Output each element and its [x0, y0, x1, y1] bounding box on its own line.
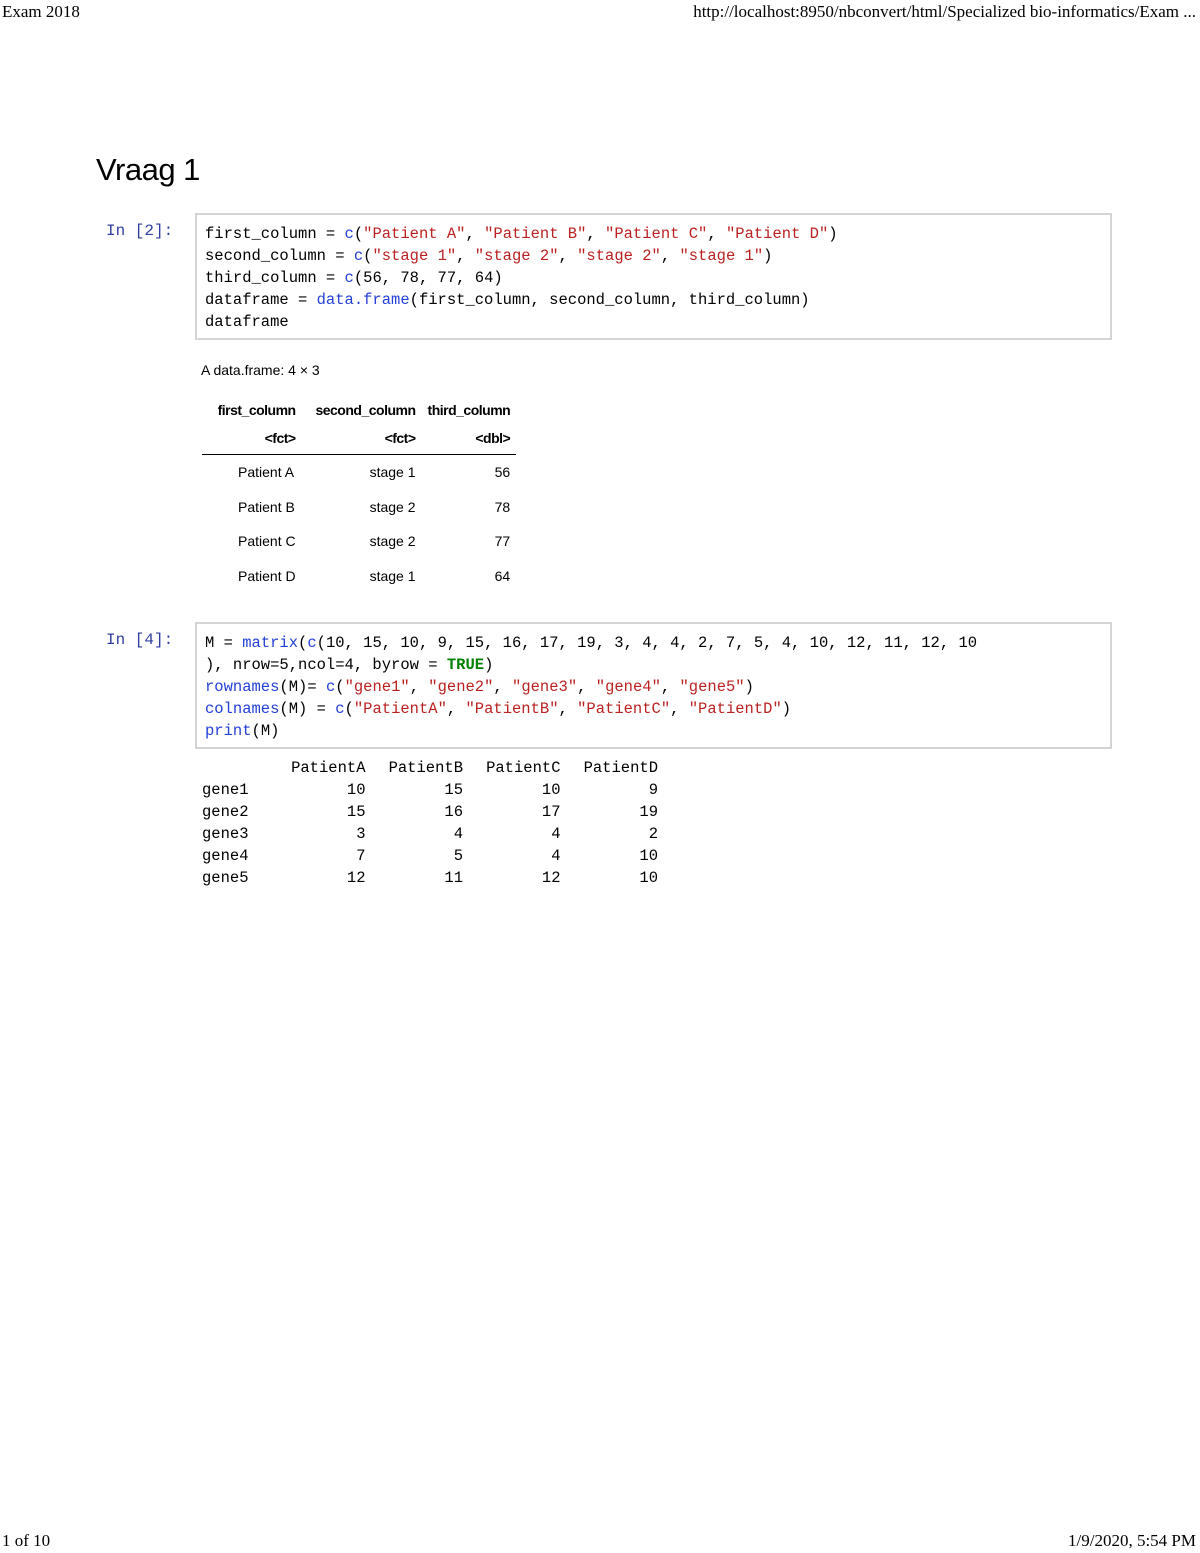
cell-prompt: In [2]:	[106, 222, 174, 240]
matrix-cell: 4	[551, 847, 561, 865]
code-token: "gene1"	[344, 678, 410, 696]
matrix-row	[202, 823, 658, 845]
code-token: "stage 1"	[372, 247, 457, 265]
code-token: print	[205, 722, 252, 740]
code-token: third_column =	[205, 269, 345, 287]
code-token: ), nrow=5,ncol=4, byrow =	[205, 656, 447, 674]
matrix-row-name: gene2	[202, 803, 249, 821]
table-cell: 77	[494, 533, 511, 550]
matrix-row	[202, 779, 658, 801]
code-token: "Patient A"	[363, 225, 466, 243]
code-token: (	[335, 678, 345, 696]
matrix-cell: 4	[551, 825, 561, 843]
matrix-cell: 15	[346, 803, 366, 821]
code-line	[205, 245, 1102, 267]
matrix-cell: 2	[648, 825, 658, 843]
code-cell-2	[106, 622, 1112, 749]
matrix-cell: 5	[453, 847, 463, 865]
print-header-title: Exam 2018	[2, 2, 80, 21]
code-token: (	[353, 225, 364, 243]
code-token: "stage 1"	[679, 247, 764, 265]
code-token: c	[335, 700, 345, 718]
code-token: (	[363, 247, 373, 265]
dataframe-table	[202, 398, 516, 593]
code-line	[205, 223, 1102, 245]
code-token: "stage 2"	[474, 247, 559, 265]
code-token: )	[763, 247, 773, 265]
code-token: (	[298, 634, 308, 652]
print-header-url: http://localhost:8950/nbconvert/html/Specialized bio-informatics/Exam ...	[693, 2, 1196, 21]
matrix-cell: 10	[346, 781, 366, 799]
matrix-cell: 11	[444, 869, 463, 887]
matrix-cell: 9	[648, 781, 658, 799]
code-token: c	[344, 225, 354, 243]
code-token: ,	[660, 247, 680, 265]
code-token: "gene2"	[428, 678, 494, 696]
matrix-row	[202, 845, 658, 867]
matrix-cell: 12	[541, 869, 561, 887]
column-header: third_column	[427, 402, 511, 418]
code-token: (M) =	[279, 700, 336, 718]
code-token: dataframe	[205, 313, 289, 331]
code-token: dataframe =	[205, 291, 317, 309]
code-token: ,	[493, 678, 513, 696]
matrix-row-name: gene1	[202, 781, 249, 799]
code-line	[205, 654, 1102, 676]
column-type: <dbl>	[422, 422, 517, 455]
matrix-row-name: gene4	[202, 847, 249, 865]
code-token: "PatientA"	[353, 700, 447, 718]
matrix-corner	[202, 757, 268, 779]
matrix-cell: 19	[639, 803, 658, 821]
code-token: (56, 78, 77, 64)	[353, 269, 503, 287]
code-token: ,	[446, 700, 466, 718]
code-token: "gene3"	[512, 678, 578, 696]
code-token: c	[307, 634, 317, 652]
code-token: c	[344, 269, 354, 287]
cell-prompt: In [4]:	[106, 631, 174, 649]
column-header: first_column	[217, 402, 296, 418]
matrix-row	[202, 801, 658, 823]
table-cell: 78	[494, 498, 511, 515]
code-line	[205, 720, 1102, 742]
code-token: (10, 15, 10, 9, 15, 16, 17, 19, 3, 4, 4, 2, 7, 5, 4, 10, 12, 11, 12, 10	[316, 634, 978, 652]
table-cell: 64	[494, 567, 511, 584]
matrix-cell: 3	[356, 825, 366, 843]
matrix-cell: 17	[541, 803, 561, 821]
table-cell: Patient D	[238, 567, 296, 584]
code-token: "Patient C"	[605, 225, 708, 243]
code-line	[205, 311, 1102, 333]
matrix-column-header: PatientA	[291, 759, 366, 777]
code-token: ,	[577, 678, 596, 696]
matrix-cell: 15	[444, 781, 463, 799]
code-token: "gene5"	[679, 678, 745, 696]
code-token: "stage 2"	[577, 247, 661, 265]
code-line	[205, 698, 1102, 720]
code-token: (first_column, second_column, third_column)	[409, 291, 810, 309]
code-token: ,	[409, 678, 429, 696]
code-token: TRUE	[446, 656, 485, 674]
matrix-cell: 10	[541, 781, 561, 799]
code-cell-1	[106, 213, 1112, 340]
dataframe-caption: A data.frame: 4 × 3	[201, 362, 320, 378]
code-token: "PatientB"	[465, 700, 559, 718]
code-token: (M)	[251, 722, 280, 740]
column-type: <fct>	[202, 422, 302, 455]
matrix-cell: 10	[639, 869, 658, 887]
table-row	[202, 524, 516, 559]
column-type: <fct>	[302, 422, 422, 455]
code-token: "PatientC"	[577, 700, 671, 718]
code-token: (	[344, 700, 354, 718]
code-token: c	[325, 678, 336, 696]
code-token: "gene4"	[595, 678, 661, 696]
code-token: )	[484, 656, 494, 674]
matrix-cell: 16	[444, 803, 463, 821]
table-cell: 56	[494, 464, 511, 481]
column-header: second_column	[315, 402, 416, 418]
table-cell: stage 1	[369, 464, 416, 481]
code-token: ,	[558, 700, 578, 718]
code-line	[205, 267, 1102, 289]
code-editor[interactable]	[195, 622, 1112, 749]
table-cell: Patient C	[238, 533, 296, 550]
code-token: )	[744, 678, 754, 696]
code-token: "Patient B"	[484, 225, 587, 243]
code-line	[205, 289, 1102, 311]
code-token: ,	[465, 225, 485, 243]
print-footer-datetime: 1/9/2020, 5:54 PM	[1068, 1531, 1196, 1550]
code-token: ,	[660, 678, 680, 696]
code-token: ,	[558, 247, 578, 265]
code-token: second_column =	[205, 247, 354, 265]
code-token: ,	[707, 225, 726, 243]
code-token: ,	[456, 247, 475, 265]
code-token: (M)=	[279, 678, 326, 696]
table-cell: stage 2	[369, 498, 416, 515]
code-editor[interactable]	[195, 213, 1112, 340]
table-row	[202, 455, 516, 490]
section-heading: Vraag 1	[96, 152, 200, 187]
code-token: c	[353, 247, 364, 265]
table-row	[202, 490, 516, 525]
matrix-cell: 7	[356, 847, 366, 865]
code-token: ,	[670, 700, 689, 718]
code-token: "Patient D"	[725, 225, 829, 243]
matrix-cell: 10	[639, 847, 658, 865]
code-token: colnames	[205, 700, 280, 718]
code-token: rownames	[205, 678, 280, 696]
table-row	[202, 559, 516, 594]
table-cell: stage 1	[369, 567, 416, 584]
matrix-cell: 4	[453, 825, 463, 843]
code-line	[205, 676, 1102, 698]
code-line	[205, 632, 1102, 654]
code-token: "PatientD"	[688, 700, 782, 718]
code-token: M =	[205, 634, 243, 652]
matrix-row-name: gene5	[202, 869, 249, 887]
table-cell: Patient B	[238, 498, 295, 515]
table-cell: Patient A	[238, 464, 295, 481]
matrix-row-name: gene3	[202, 825, 249, 843]
matrix-column-header: PatientC	[486, 759, 561, 777]
matrix-row	[202, 867, 658, 889]
table-cell: stage 2	[369, 533, 416, 550]
matrix-column-header: PatientB	[388, 759, 463, 777]
print-footer-page: 1 of 10	[2, 1531, 51, 1550]
matrix-output	[202, 757, 658, 889]
matrix-column-header: PatientD	[583, 759, 658, 777]
code-token: ,	[586, 225, 606, 243]
code-token: )	[781, 700, 792, 718]
code-token: first_column =	[205, 225, 345, 243]
matrix-cell: 12	[346, 869, 366, 887]
code-token: )	[828, 225, 838, 243]
code-token: data.frame	[316, 291, 410, 309]
code-token: matrix	[242, 634, 299, 652]
